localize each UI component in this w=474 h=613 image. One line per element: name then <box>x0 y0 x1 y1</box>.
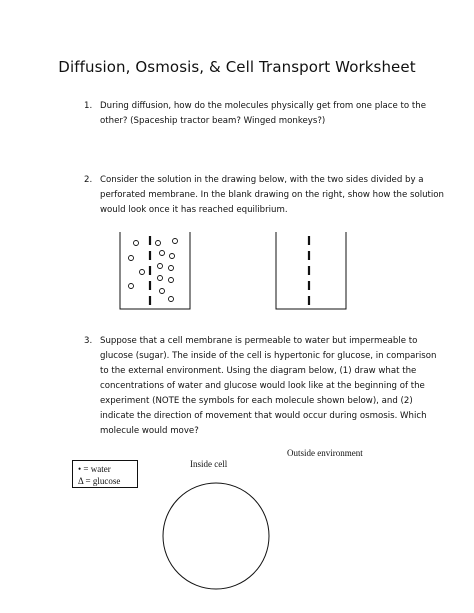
beaker-initial <box>120 232 190 309</box>
question-line: indicate the direction of movement that would occur during osmosis. Which <box>100 411 427 421</box>
question-line: During diffusion, how do the molecules physically get from one place to the <box>100 101 427 111</box>
question-line: would look once it has reached equilibrium. <box>100 205 288 215</box>
legend-glucose: Δ = glucose <box>78 476 121 486</box>
molecules-right <box>156 239 178 302</box>
question-number: 2. <box>84 175 93 185</box>
question-line: other? (Spaceship tractor beam? Winged monkeys?) <box>100 116 326 126</box>
inside-cell-label: Inside cell <box>190 459 228 469</box>
page-title: Diffusion, Osmosis, & Cell Transport Worksheet <box>58 58 416 76</box>
cell-membrane <box>163 483 269 589</box>
beaker-outline <box>276 232 346 309</box>
question-line: experiment (NOTE the symbols for each molecule shown below), and (2) <box>100 396 413 406</box>
symbol-legend <box>72 460 138 488</box>
outside-environment-label: Outside environment <box>287 448 363 458</box>
question-line: molecule would move? <box>100 426 199 436</box>
question-line: Consider the solution in the drawing below, with the two sides divided by a <box>100 175 424 185</box>
beaker-outline <box>120 232 190 309</box>
molecules-left <box>129 241 145 289</box>
question-number: 1. <box>84 101 93 111</box>
question-number: 3. <box>84 336 93 346</box>
question-line: Suppose that a cell membrane is permeable to water but impermeable to <box>100 336 418 346</box>
beaker-equilibrium <box>276 232 346 309</box>
question-line: concentrations of water and glucose would look like at the beginning of the <box>100 381 425 391</box>
legend-water: • = water <box>78 464 111 474</box>
question-line: perforated membrane. In the blank drawing on the right, show how the solution <box>100 190 444 200</box>
question-line: glucose (sugar). The inside of the cell is hypertonic for glucose, in comparison <box>100 351 437 361</box>
question-line: to the external environment. Using the diagram below, (1) draw what the <box>100 366 417 376</box>
